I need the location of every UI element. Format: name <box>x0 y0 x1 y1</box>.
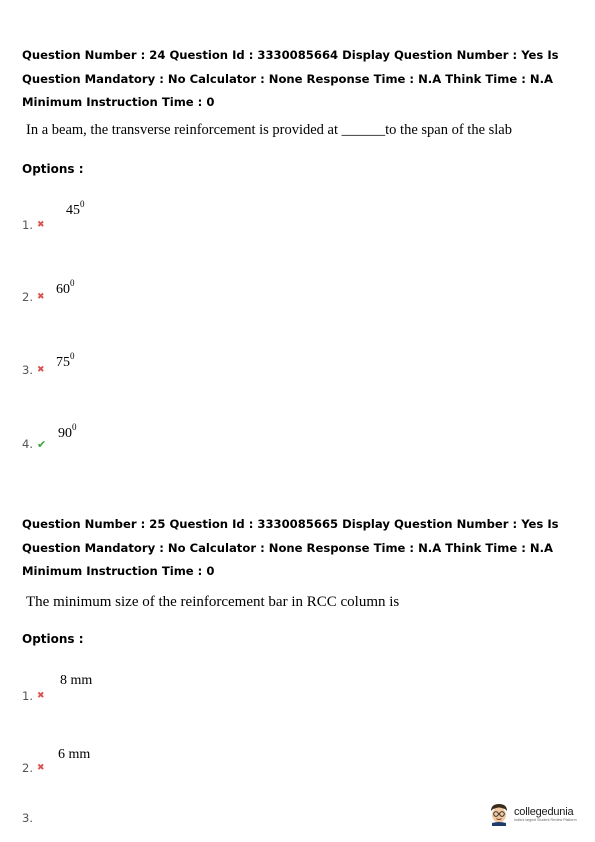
q25-option-3 <box>22 811 33 825</box>
q25-option-1 <box>22 689 45 703</box>
q24-option-2 <box>22 290 45 304</box>
q24-option-1-value: $45^0$ <box>66 199 85 218</box>
q25-option-2 <box>22 761 45 775</box>
cross-icon: ✖ <box>36 763 45 773</box>
checkmark-icon: ✔ <box>36 437 47 451</box>
logo-name: collegedunia <box>514 806 574 818</box>
question-24-text: In a beam, the transverse reinforcement is provided at ______to the span of the slab <box>26 122 512 138</box>
q25-option-2-value: 6 mm <box>58 747 91 762</box>
q24-option-3 <box>22 363 45 377</box>
option-number: 2. <box>22 290 33 304</box>
student-mascot-icon <box>488 802 510 826</box>
option-number: 1. <box>22 218 33 232</box>
q24-option-1 <box>22 218 45 232</box>
cross-icon: ✖ <box>36 220 45 230</box>
option-number: 2. <box>22 761 33 775</box>
collegedunia-logo <box>488 798 588 830</box>
logo-tagline: India's largest Student Review Platform <box>514 818 577 822</box>
cross-icon: ✖ <box>36 292 45 302</box>
q24-option-4 <box>22 437 46 451</box>
option-number: 3. <box>22 363 33 377</box>
q24-option-4-value: $90^0$ <box>58 422 77 441</box>
q24-option-2-value: $60^0$ <box>56 278 75 297</box>
question-25-meta: Question Number : 25 Question Id : 3330085665 Display Question Number : Yes Is Question Mandatory : No Calculator : None Response Time : N.A Think Time : N.A Minimum Instruction Time : 0 <box>22 517 559 578</box>
cross-icon: ✖ <box>36 365 45 375</box>
option-number: 1. <box>22 689 33 703</box>
option-number: 3. <box>22 811 33 825</box>
cross-icon: ✖ <box>36 691 45 701</box>
option-number: 4. <box>22 437 33 451</box>
question-24-meta: Question Number : 24 Question Id : 3330085664 Display Question Number : Yes Is Question Mandatory : No Calculator : None Response Time : N.A Think Time : N.A Minimum Instruction Time : 0 <box>22 48 559 109</box>
question-25-options-label: Options : <box>22 632 84 646</box>
q24-option-3-value: $75^0$ <box>56 351 75 370</box>
question-25-text: The minimum size of the reinforcement bar in RCC column is <box>26 594 400 610</box>
q25-option-1-value: 8 mm <box>60 673 93 688</box>
question-24-options-label: Options : <box>22 162 84 176</box>
